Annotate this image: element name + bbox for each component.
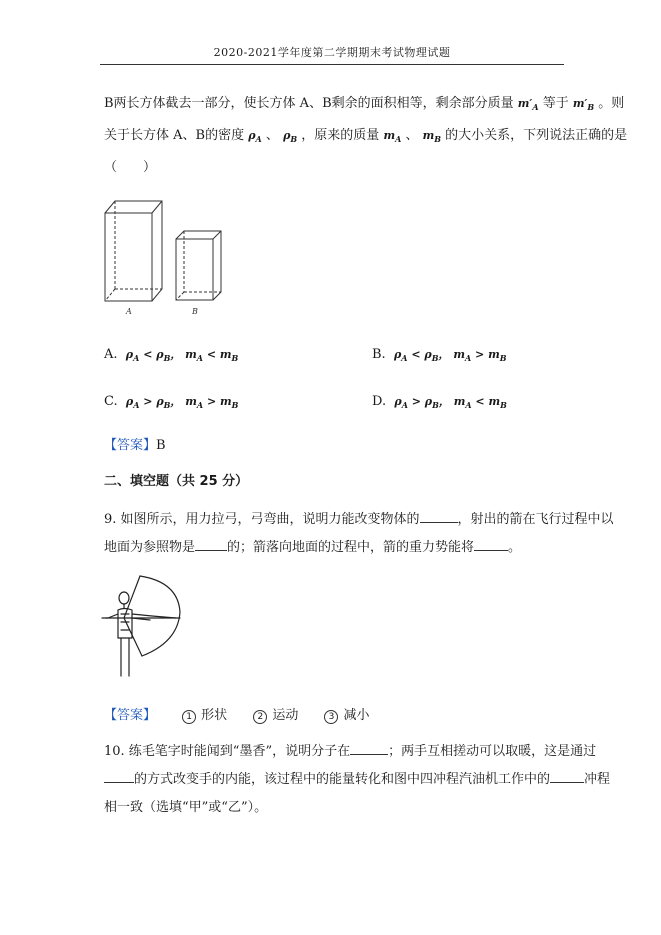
answer-item-3: 3 减小	[324, 708, 369, 723]
q8-text: 等于	[542, 96, 569, 111]
q8-text: ，原来的质量	[301, 128, 380, 143]
option-d: D. $\rho_A > \rho_B$， $m_A < m_B$	[372, 394, 507, 411]
section-title: 二、填空题（共 25 分）	[104, 474, 249, 489]
page-header: 2020-2021学年度第二学期期末考试物理试题	[213, 46, 451, 59]
boxes-figure	[100, 195, 230, 320]
answer-item-1: 1 形状	[182, 708, 227, 723]
math-rho-a: $\rho_A$	[248, 129, 262, 145]
q10-line-1: 10. 练毛笔字时能闻到“墨香”，说明分子在 ；两手互相搓动可以取暖，这是通过	[104, 744, 597, 759]
q8-line-2: 关于长方体 A、B的密度 $\rho_A$ 、 $\rho_B$ ，原来的质量 $m_A$ 、 $m_B$ 的大小关系，下列说法正确的是	[104, 128, 628, 145]
q9-line-2: 地面为参照物是 的；箭落向地面的过程中，箭的重力势能将 。	[104, 540, 522, 555]
q8-answer	[104, 434, 166, 453]
q9-line-1: 9. 如图所示，用力拉弓，弓弯曲，说明力能改变物体的 ，射出的箭在飞行过程中以	[104, 512, 614, 527]
q8-text: B两长方体截去一部分，使长方体 A、B剩余的面积相等，剩余部分质量	[104, 96, 514, 111]
blank	[474, 538, 508, 551]
math-m-prime-a: $m'_A$	[517, 97, 539, 113]
blank	[350, 742, 388, 755]
q8-line-3: （ ）	[104, 160, 157, 175]
blank	[195, 538, 227, 551]
q10-line-3: 相一致（选填“甲”或“乙”）。	[104, 800, 268, 815]
header-divider	[100, 64, 564, 65]
math-m-b: $m_B$	[422, 129, 442, 145]
answer-value: B	[156, 438, 166, 453]
box-b-label: B	[192, 307, 198, 316]
blank	[420, 510, 458, 523]
option-b: B. $\rho_A < \rho_B$， $m_A > m_B$	[372, 347, 507, 364]
option-a: A. $\rho_A < \rho_B$， $m_A < m_B$	[104, 347, 239, 364]
box-a-label: A	[126, 307, 132, 316]
q8-text: 的大小关系，下列说法正确的是	[445, 128, 628, 143]
math-m-prime-b: $m'_B$	[572, 97, 595, 113]
blank	[104, 770, 134, 783]
q10-line-2: 的方式改变手的内能，该过程中的能量转化和图中四冲程汽油机工作中的 冲程	[104, 768, 610, 787]
answer-tag: 【答案】	[104, 438, 157, 453]
math-rho-b: $\rho_B$	[283, 129, 298, 145]
archer-figure	[100, 572, 185, 680]
q8-text: 关于长方体 A、B的密度	[104, 128, 245, 143]
math-m-a: $m_A$	[383, 129, 402, 145]
q8-line-1	[104, 92, 624, 112]
answer-item-2: 2 运动	[253, 708, 298, 723]
option-c: C. $\rho_A > \rho_B$， $m_A > m_B$	[104, 394, 239, 411]
q9-answer	[104, 704, 369, 724]
answer-tag: 【答案】	[104, 708, 157, 723]
blank	[550, 770, 584, 783]
q8-text: 。则	[598, 96, 625, 111]
